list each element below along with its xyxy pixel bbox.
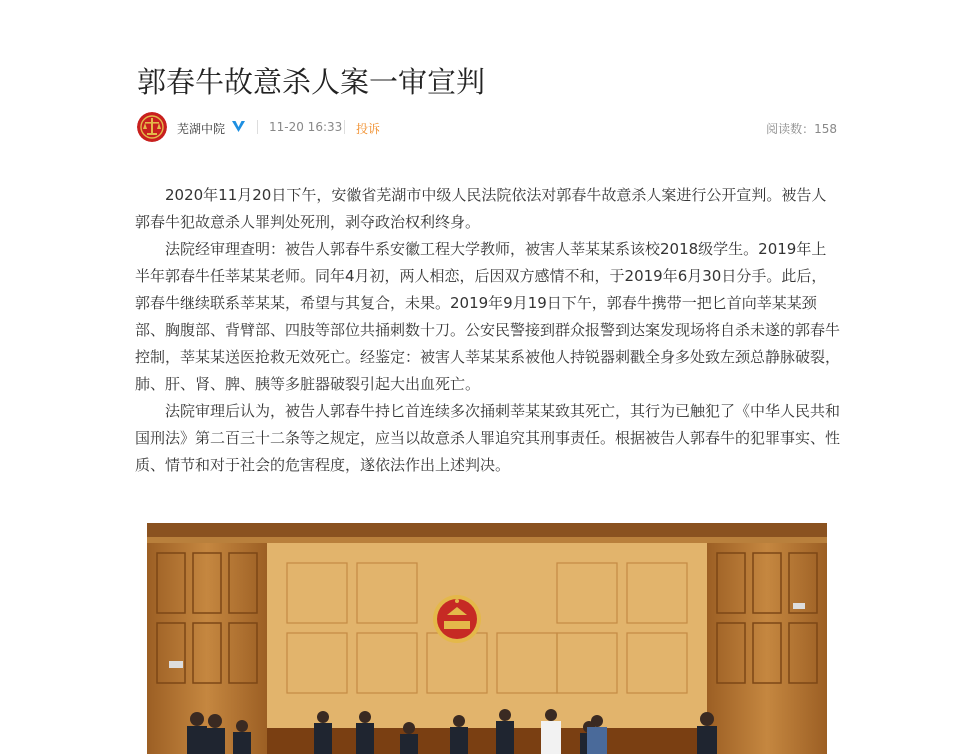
read-count-value: 158 xyxy=(814,122,837,136)
paragraph: 法院经审理查明：被告人郭春牛系安徽工程大学教师，被害人莘某某系该校2018级学生。2019年上半年郭春牛任莘某某老师。同年4月初，两人相恋，后因双方感情不和，于2019年6月30日分手。此后，郭春牛继续联系莘某某，希望与其复合，未果。2019年9月19日下午，郭春牛携带一把匕首向莘某某颈部、胸腹部、背臂部、四肢等部位共捅刺数十刀。公安民警接到群众报警到达案发现场将自杀未遂的郭春牛控制，莘某某送医抢救无效死亡。经鉴定：被害人莘某某系被他人持锐器刺戳全身多处致左颈总静脉破裂，肺、肝、肾、脾、胰等多脏器破裂引起大出血死亡。 xyxy=(135,240,841,393)
article-title: 郭春牛故意杀人案一审宣判 xyxy=(137,65,486,99)
paragraph: 法院审理后认为，被告人郭春牛持匕首连续多次捅刺莘某某致其死亡，其行为已触犯了《中华人民共和国刑法》第二百三十二条等之规定，应当以故意杀人罪追究其刑事责任。根据被告人郭春牛的犯罪事实、性质、情节和对于社会的危害程度，遂依法作出上述判决。 xyxy=(135,402,841,474)
divider xyxy=(257,120,258,134)
paragraph: 2020年11月20日下午，安徽省芜湖市中级人民法院依法对郭春牛故意杀人案进行公开宣判。被告人郭春牛犯故意杀人罪判处死刑，剥夺政治权利终身。 xyxy=(135,186,827,231)
divider xyxy=(344,120,345,134)
courtroom-photo xyxy=(147,523,827,754)
read-count-label: 阅读数： xyxy=(766,122,815,136)
author-name[interactable]: 芜湖中院 xyxy=(177,122,226,136)
court-emblem-icon xyxy=(433,595,481,643)
verified-icon xyxy=(231,119,246,134)
article-body xyxy=(135,182,840,479)
publish-time: 11-20 16:33 xyxy=(269,120,343,134)
courtroom-image xyxy=(147,523,827,754)
read-count xyxy=(766,120,837,137)
author-avatar[interactable] xyxy=(137,112,167,142)
court-emblem-icon xyxy=(137,112,167,142)
article-meta xyxy=(137,112,837,142)
report-link[interactable]: 投诉 xyxy=(356,122,381,136)
